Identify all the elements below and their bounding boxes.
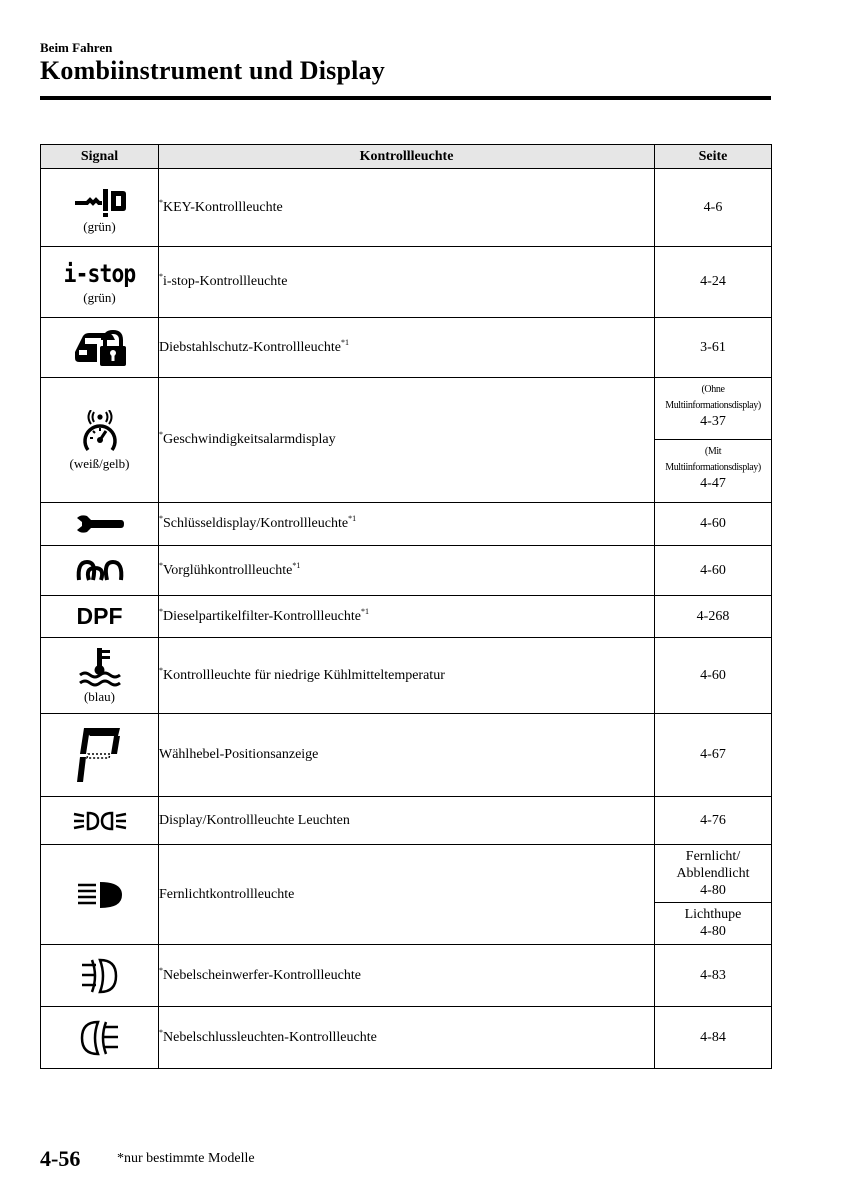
color-note: (grün) (83, 219, 116, 234)
indicator-name: Nebelscheinwerfer-Kontrollleuchte (163, 967, 361, 983)
table-row (41, 638, 772, 714)
dpf-icon: DPF (76, 603, 123, 629)
signal-cell (41, 247, 159, 318)
signal-cell (41, 1007, 159, 1069)
page-ref-variant (655, 444, 771, 502)
i-stop-icon: i-stop (63, 258, 136, 288)
column-header-page: Seite (655, 145, 772, 169)
table-row (41, 596, 772, 638)
variant-note: (Ohne (701, 384, 725, 395)
speed-alarm-icon (80, 410, 120, 454)
signal-cell (41, 378, 159, 503)
page-ref: 4-6 (655, 169, 772, 247)
column-header-indicator: Kontrollleuchte (159, 145, 655, 169)
page-ref: 4-60 (655, 503, 772, 546)
page-ref: 4-80 (700, 924, 726, 939)
indicator-name: Fernlichtkontrollleuchte (159, 886, 295, 902)
table-row (41, 845, 772, 945)
page-ref-variant (655, 903, 771, 944)
variant-label: Fernlicht/ (685, 849, 741, 864)
signal-cell (41, 797, 159, 845)
color-note: (blau) (83, 689, 116, 704)
variant-note: Multiinformationsdisplay) (665, 462, 761, 473)
page-ref: 4-24 (655, 247, 772, 318)
footnote: *nur bestimmte Modelle (117, 1151, 255, 1166)
indicator-name: Nebelschlussleuchten-Kontrollleuchte (163, 1029, 377, 1045)
indicator-name: Display/Kontrollleuchte Leuchten (159, 812, 350, 828)
footnote-ref: *1 (360, 606, 369, 616)
page-ref: 4-84 (655, 1007, 772, 1069)
model-asterisk: * (159, 272, 163, 281)
signal-cell (41, 714, 159, 797)
model-asterisk: * (159, 430, 163, 439)
footnote-ref: *1 (292, 560, 301, 570)
indicator-name-cell (159, 945, 655, 1007)
table-row (41, 247, 772, 318)
indicator-name: Vorglühkontrollleuchte (163, 562, 293, 578)
table-row (41, 797, 772, 845)
page-ref: 4-268 (655, 596, 772, 638)
rear-fog-icon (80, 1018, 120, 1058)
table-row (41, 318, 772, 378)
table-row (41, 503, 772, 546)
signal-cell (41, 638, 159, 714)
page-ref-cell (655, 378, 772, 503)
page-ref: 3-61 (655, 318, 772, 378)
page-ref-cell (655, 845, 772, 945)
indicator-name: Wählhebel-Positionsanzeige (159, 747, 319, 762)
indicator-table (40, 144, 772, 1069)
wrench-icon (75, 514, 125, 534)
page-ref: 4-37 (700, 414, 726, 429)
model-asterisk: * (159, 665, 163, 675)
table-row (41, 945, 772, 1007)
indicator-name-cell (159, 503, 655, 546)
signal-cell (41, 596, 159, 638)
page-ref: 4-80 (700, 883, 726, 898)
indicator-name-cell (159, 845, 655, 945)
variant-label: Lichthupe (684, 907, 742, 922)
color-note: (grün) (83, 289, 116, 305)
indicator-name: i-stop-Kontrollleuchte (163, 274, 288, 289)
table-header-row (41, 145, 772, 169)
table-row (41, 169, 772, 247)
indicator-name-cell (159, 247, 655, 318)
lights-on-icon (72, 809, 128, 833)
title-rule (40, 96, 771, 100)
page-ref: 4-67 (655, 714, 772, 797)
indicator-name-cell (159, 797, 655, 845)
model-asterisk: * (159, 606, 163, 616)
variant-label: Abblendlicht (676, 866, 750, 881)
signal-cell (41, 169, 159, 247)
indicator-name: Geschwindigkeitsalarmdisplay (163, 432, 336, 447)
footnote-ref: *1 (348, 514, 357, 523)
table-row (41, 1007, 772, 1069)
coolant-temperature-icon (78, 647, 122, 687)
front-fog-icon (80, 956, 120, 996)
shift-position-icon (76, 724, 124, 786)
variant-note: (Mit (704, 446, 722, 457)
key-indicator-icon (71, 181, 129, 217)
column-header-signal: Signal (41, 145, 159, 169)
indicator-name-cell (159, 546, 655, 596)
signal-cell (41, 503, 159, 546)
page-ref: 4-83 (655, 945, 772, 1007)
model-asterisk: * (159, 1027, 163, 1037)
color-note: (weiß/gelb) (69, 455, 130, 471)
page-ref: 4-76 (655, 797, 772, 845)
table-row (41, 378, 772, 503)
model-asterisk: * (159, 560, 163, 570)
model-asterisk: * (159, 197, 163, 207)
signal-cell (41, 546, 159, 596)
signal-cell (41, 945, 159, 1007)
indicator-name-cell (159, 638, 655, 714)
indicator-name: Dieselpartikelfilter-Kontrollleuchte (163, 608, 361, 624)
table-row (41, 546, 772, 596)
anti-theft-icon (71, 328, 129, 368)
variant-note: Multiinformationsdisplay) (665, 400, 761, 411)
page-ref: 4-47 (700, 476, 726, 491)
indicator-name-cell (159, 714, 655, 797)
table-row (41, 714, 772, 797)
indicator-name: Diebstahlschutz-Kontrollleuchte (159, 339, 341, 355)
indicator-name-cell (159, 378, 655, 503)
high-beam-icon (74, 880, 126, 910)
indicator-name: Schlüsseldisplay/Kontrollleuchte (163, 516, 349, 531)
indicator-name: KEY-Kontrollleuchte (163, 199, 283, 215)
indicator-name-cell (159, 596, 655, 638)
model-asterisk: * (159, 965, 163, 975)
section-label: Beim Fahren (40, 40, 113, 55)
indicator-name: Kontrollleuchte für niedrige Kühlmitteltemperatur (163, 667, 445, 683)
page-ref: 4-60 (655, 638, 772, 714)
footnote-ref: *1 (340, 337, 349, 347)
page-title: Kombiinstrument und Display (40, 56, 385, 85)
signal-cell (41, 318, 159, 378)
page-ref-variant (655, 845, 771, 903)
indicator-name-cell (159, 169, 655, 247)
model-asterisk: * (159, 514, 163, 523)
page-ref-variant (655, 382, 771, 440)
indicator-name-cell (159, 1007, 655, 1069)
glow-plug-icon (75, 558, 125, 584)
page-number: 4-56 (40, 1146, 81, 1171)
page-ref: 4-60 (655, 546, 772, 596)
signal-cell (41, 845, 159, 945)
indicator-name-cell (159, 318, 655, 378)
